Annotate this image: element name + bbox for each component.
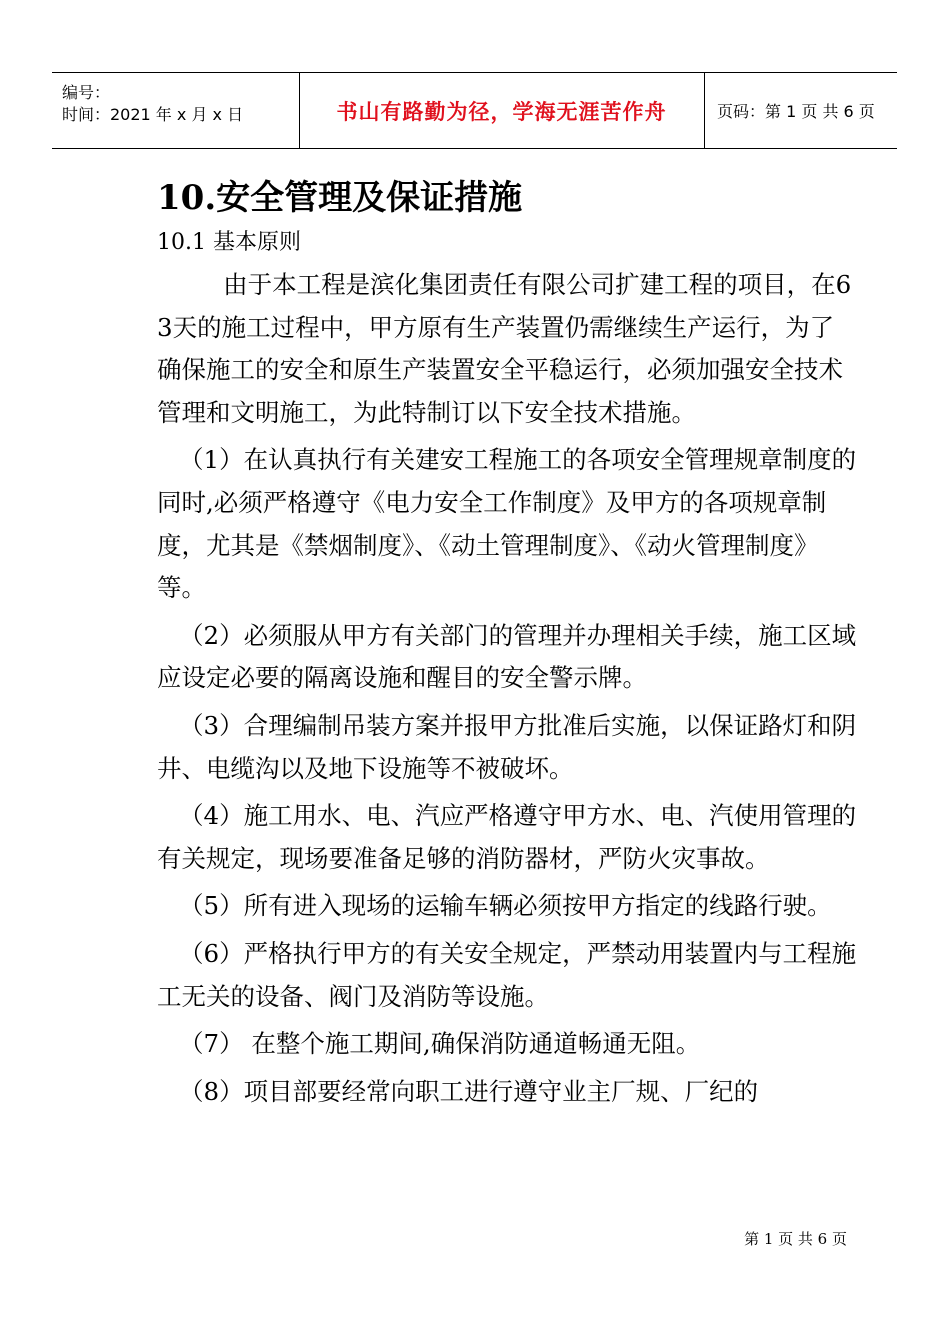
- list-item: （8）项目部要经常向职工进行遵守业主厂规、厂纪的: [179, 1076, 759, 1106]
- list-item: （4）施工用水、电、汽应严格遵守甲方水、电、汽使用管理的有关规定，现场要准备足够的消防器材，严防火灾事故。: [157, 801, 857, 873]
- list-item: （1）在认真执行有关建安工程施工的各项安全管理规章制度的同时,必须严格遵守《电力安全工作制度》及甲方的各项规章制度，尤其是《禁烟制度》、《动土管理制度》、《动火管理制度》等。: [157, 445, 857, 603]
- document-body: [157, 172, 857, 1118]
- list-item: （7） 在整个施工期间,确保消防通道畅通无阻。: [179, 1029, 701, 1059]
- header-page-info: 页码：第 1 页 共 6 页: [717, 102, 875, 121]
- document-title: 10.安全管理及保证措施: [157, 178, 523, 218]
- list-item: （5）所有进入现场的运输车辆必须按甲方指定的线路行驶。: [179, 891, 832, 921]
- list-item: （2）必须服从甲方有关部门的管理并办理相关手续，施工区域应设定必要的隔离设施和醒目的安全警示牌。: [157, 620, 857, 693]
- page-header: [52, 72, 897, 149]
- document-number-label: 编号：: [62, 83, 111, 102]
- list-item: （3）合理编制吊装方案并报甲方批准后实施，以保证路灯和阴井、电缆沟以及地下设施等不被破坏。: [157, 710, 857, 783]
- footer-page-info: 第 1 页 共 6 页: [744, 1230, 847, 1248]
- header-motto: 书山有路勤为径，学海无涯苦作舟: [336, 99, 667, 124]
- header-divider: [704, 72, 705, 149]
- header-meta: [62, 82, 243, 126]
- section-heading: 10.1 基本原则: [157, 230, 301, 255]
- intro-paragraph: 由于本工程是滨化集团责任有限公司扩建工程的项目，在63天的施工过程中，甲方原有生产装置仍需继续生产运行，为了确保施工的安全和原生产装置安全平稳运行，必须加强安全技术管理和文明施工，为此特制订以下安全技术措施。: [157, 270, 852, 427]
- list-item: （6）严格执行甲方的有关安全规定，严禁动用装置内与工程施工无关的设备、阀门及消防等设施。: [157, 938, 857, 1011]
- document-time-label: 时间：2021 年 x 月 x 日: [62, 105, 244, 124]
